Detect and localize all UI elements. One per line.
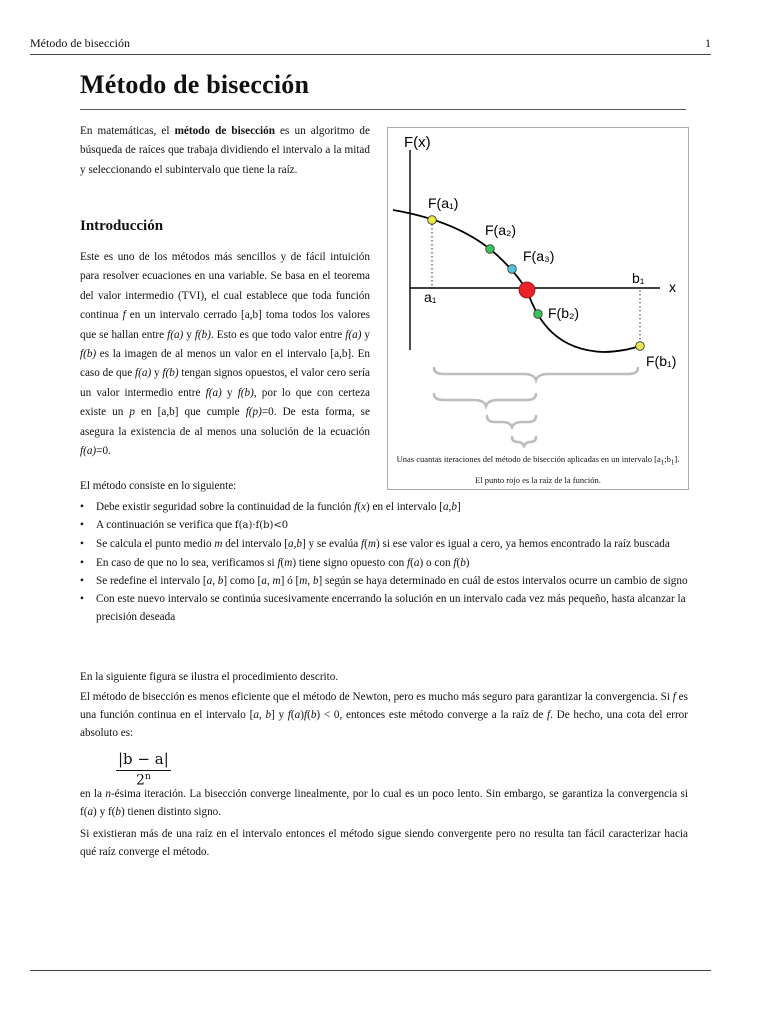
para-text: ( <box>290 709 295 722</box>
item-text: ) si ese valor es igual a cero, ya hemos encontrado la raíz buscada <box>375 538 670 551</box>
para-var: b <box>265 709 272 722</box>
caption-text: ]. El punto rojo es la raíz de la función. <box>475 454 680 485</box>
label-fb2: F(b₂) <box>548 305 580 321</box>
item-text: Con este nuevo intervalo se continúa sucesivamente encerrando la solución en un intervalo cada vez más pequeño, hasta alcanzar la precisión deseada <box>96 593 686 624</box>
inline-formula: f(a)·f(b)<0 <box>234 520 289 532</box>
intro2-text: =0. <box>96 445 111 458</box>
intro-paragraph <box>80 122 370 180</box>
brace-iteration-4 <box>512 437 536 446</box>
para-var: b <box>115 806 122 819</box>
label-b1: b₁ <box>632 270 645 286</box>
item-var: f <box>277 556 281 569</box>
intro2-text: en un intervalo cerrado [a,b] toma todos los valores que se hallan entre <box>80 309 370 341</box>
list-item <box>80 590 688 626</box>
running-head <box>30 36 711 51</box>
method-intro: El método consiste en lo siguiente: <box>80 480 237 492</box>
caption-text: Unas cuantas iteraciones del método de bisección aplicadas en un intervalo [a <box>396 454 661 464</box>
title-rule <box>80 109 686 110</box>
item-text: Debe existir seguridad sobre la continuidad de la función <box>96 501 355 513</box>
item-text: ) o con <box>419 556 454 569</box>
section-heading-introduccion: Introducción <box>80 218 164 234</box>
item-text: ] y se evalúa <box>302 538 362 551</box>
para-text: es una función continua en el intervalo [ <box>80 691 688 722</box>
para-text: El método de bisección es menos eficiente que el método de Newton, pero es mucho más seguro para garantizar la convergencia. Si <box>80 691 673 703</box>
bisection-diagram <box>388 128 688 448</box>
caption-sub: 1 <box>660 458 665 467</box>
item-var: m, b <box>299 574 319 587</box>
list-item <box>80 554 688 572</box>
error-bound-formula <box>116 750 171 789</box>
item-var: a, b <box>206 574 224 587</box>
page-number: 1 <box>705 36 711 50</box>
intro2-var: f(b) <box>80 348 97 361</box>
intro2-text: y <box>183 328 195 341</box>
list-item <box>80 572 688 590</box>
item-text: ) tiene signo opuesto con <box>292 556 408 569</box>
item-var: x <box>361 501 366 513</box>
intro2-var: f(b) <box>237 386 254 399</box>
para-var: a <box>87 806 94 819</box>
item-text: ] ó [ <box>280 574 300 587</box>
intro2-text: tengan signos opuestos, el valor cero sería un valor intermedio entre <box>80 367 370 399</box>
item-var: a <box>413 556 420 569</box>
list-item <box>80 535 688 553</box>
intro2-var: f(a) <box>205 386 222 399</box>
para-var: f <box>287 709 291 722</box>
multiple-roots-paragraph: Si existieran más de una raíz en el intervalo entonces el método sigue siendo convergente pero no resulta tan fácil caracterizar hacia qué raíz converge el método. <box>80 828 688 859</box>
label-fa1: F(a₁) <box>428 195 459 211</box>
brace-iteration-1 <box>434 368 638 380</box>
item-text: ( <box>280 556 285 569</box>
para-var: a <box>253 709 259 722</box>
para-text: ( <box>307 709 311 722</box>
para-var: f <box>303 709 308 722</box>
brace-iteration-3 <box>487 416 536 427</box>
point-fa1 <box>428 216 437 225</box>
point-fa2 <box>486 245 495 254</box>
brace-iteration-2 <box>434 394 536 406</box>
interval-braces <box>434 368 638 446</box>
figure-reference-paragraph: En la siguiente figura se ilustra el procedimiento descrito. <box>80 671 339 683</box>
convergence-paragraph <box>80 785 688 821</box>
intro2-var: f(a) <box>345 328 362 341</box>
para-text: , <box>258 709 266 722</box>
item-var: a,b <box>288 538 302 551</box>
item-text: del intervalo [ <box>222 538 289 551</box>
label-fx: F(x) <box>404 134 431 151</box>
point-fb2 <box>534 310 543 319</box>
intro-bold-term: método de bisección <box>174 125 275 137</box>
intro2-text: y <box>221 386 238 399</box>
para-text: ) tienen distinto signo. <box>121 806 222 819</box>
item-var: a, m <box>261 574 281 587</box>
item-text: ( <box>456 556 461 569</box>
para-text: ) <box>300 709 304 722</box>
intro2-text: , por lo que con certeza existe un <box>80 386 370 419</box>
intro2-var: f <box>122 309 126 322</box>
item-var: m <box>214 538 223 551</box>
para-text: -ésima iteración. La bisección converge linealmente, por lo cual es un poco lento. Sin embargo, se garantiza la convergencia si f( <box>80 788 688 819</box>
item-var: f <box>407 556 411 569</box>
intro2-text: Este es uno de los métodos más sencillos y de fácil intuición para resolver ecuaciones en una variable. Se basa en el teorema del valor intermedio (TVI), el cual establece que toda función continua <box>80 251 370 322</box>
para-var: b <box>310 709 317 722</box>
point-fb1 <box>636 342 645 351</box>
intro-text-1: En matemáticas, el <box>80 125 175 137</box>
formula-exponent: n <box>144 772 151 782</box>
label-fa2: F(a₂) <box>485 222 517 238</box>
para-text: en la <box>80 788 106 800</box>
intro2-var: f(b) <box>162 367 179 380</box>
item-var: m <box>284 556 293 569</box>
intro2-var: f(a) <box>80 445 97 458</box>
root-point <box>519 282 535 298</box>
item-text: Se calcula el punto medio <box>96 538 215 551</box>
item-text: A continuación se verifica que <box>96 519 235 532</box>
intro2-text: y <box>361 328 370 341</box>
para-var: f <box>672 691 676 703</box>
item-text: ] según se haya determinado en cuál de estos intervalos ocurre un cambio de signo <box>318 574 688 587</box>
item-var: f <box>354 501 358 513</box>
intro2-text: . Esto es que todo valor entre <box>210 328 346 341</box>
function-curve <box>393 210 640 352</box>
bisection-figure <box>387 127 689 490</box>
item-var: f <box>453 556 457 569</box>
point-fa3 <box>508 265 517 274</box>
item-text: ( <box>357 501 362 513</box>
caption-sub: 1 <box>670 458 675 467</box>
intro-text-2: es un algoritmo de búsqueda de raíces que trabaja dividiendo el intervalo a la mitad y seleccionando el subintervalo que tiene la raíz. <box>80 125 370 176</box>
para-text: ] y <box>271 709 288 722</box>
intro2-var: f(p) <box>245 406 262 419</box>
list-item <box>80 516 688 535</box>
footer-rule <box>30 970 711 971</box>
para-var: a <box>294 709 301 722</box>
item-var: f <box>361 538 365 551</box>
formula-numerator: |b − a| <box>116 750 171 771</box>
page-title: Método de bisección <box>80 70 310 99</box>
formula-base: 2 <box>136 772 145 789</box>
label-fa3: F(a₃) <box>523 248 555 264</box>
item-var: b <box>460 556 466 569</box>
item-text: Se redefine el intervalo [ <box>96 574 207 587</box>
running-head-title: Método de bisección <box>30 36 130 50</box>
item-var: a,b <box>443 501 458 513</box>
item-text: ] <box>457 501 461 513</box>
list-item <box>80 498 688 516</box>
item-text: En caso de que no lo sea, verificamos si <box>96 556 278 569</box>
item-text: ( <box>364 538 368 551</box>
intro2-var: p <box>129 406 135 419</box>
label-x: x <box>669 279 676 295</box>
para-text: ) < 0, entonces este método converge a la raíz de <box>316 709 548 722</box>
para-var: f <box>547 709 551 722</box>
header-rule <box>30 54 711 55</box>
item-var: m <box>367 538 376 551</box>
caption-text: ;b <box>664 454 671 464</box>
intro2-text: es la imagen de al menos un valor en el intervalo [a,b]. En caso de que <box>80 348 370 380</box>
method-steps-list <box>80 498 688 626</box>
para-text: . De hecho, una cota del error absoluto es: <box>80 709 688 740</box>
item-text: ) <box>465 556 470 569</box>
intro2-text: en [a,b] que cumple <box>134 406 246 419</box>
item-text: ] como [ <box>223 574 262 587</box>
newton-comparison-paragraph <box>80 688 688 743</box>
intro2-text: =0. De esta forma, se asegura la existencia de al menos una solución de la ecuación <box>80 406 371 438</box>
intro2-text: y <box>151 367 163 380</box>
intro2-var: f(a) <box>135 367 152 380</box>
para-var: n <box>105 788 111 800</box>
label-a1: a₁ <box>424 289 437 305</box>
intro2-var: f(a) <box>167 328 184 341</box>
intro2-var: f(b) <box>194 328 211 341</box>
para-text: ) y f( <box>93 806 116 819</box>
introduccion-paragraph <box>80 248 370 461</box>
item-text: ) en el intervalo [ <box>365 501 444 513</box>
item-text: ( <box>410 556 414 569</box>
label-fb1: F(b₁) <box>646 353 677 369</box>
